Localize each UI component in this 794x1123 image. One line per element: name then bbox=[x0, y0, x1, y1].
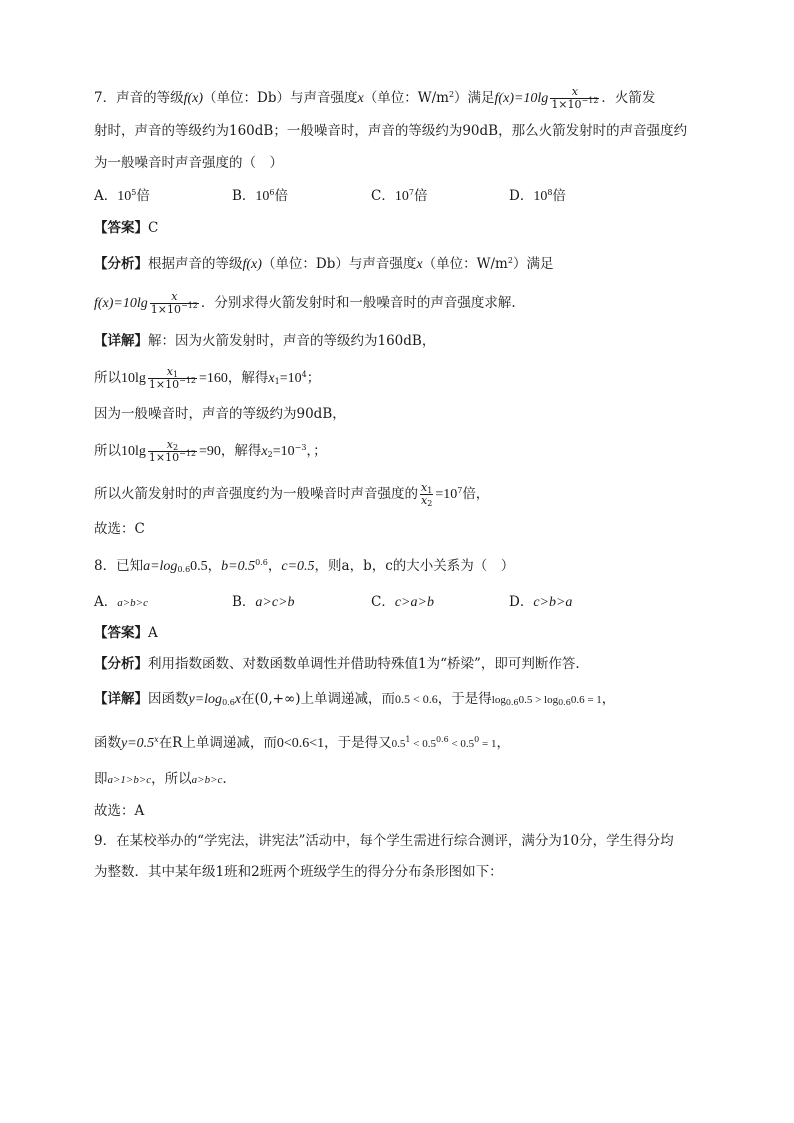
q7-analysis-line2: f(x)=10lg $\frac{x}{1\times 10^{-12}}$ ．分别求得火箭发射时和一般噪音时的声音强度求解. bbox=[94, 290, 516, 316]
q7-option-d: D．$10^8$倍 bbox=[509, 188, 566, 204]
fraction: $\frac{x}{1\times 10^{-12}}$ bbox=[551, 85, 599, 111]
q7-choose: 故选：C bbox=[94, 521, 145, 537]
q8-stem: 8．已知$a=\log_{0.6}0.5$，$b=0.5^{0.6}$，c=0.5，则a，b，c的大小关系为（ ） bbox=[94, 558, 515, 574]
q7-option-c: C．$10^7$倍 bbox=[371, 188, 428, 204]
q9-stem-line2: 为整数．其中某年级1班和2班两个班级学生的得分分布条形图如下： bbox=[94, 864, 503, 880]
q8-option-a: A．a>b>c bbox=[94, 594, 148, 610]
q8-option-c: C．c>a>b bbox=[371, 594, 434, 610]
q7-detail-line4: 所以10lg $\frac{x_2}{1\times 10^{-12}}$ =90，解得$x_2=10^{-3}$，； bbox=[94, 438, 327, 464]
fraction: $\frac{x_2}{1\times 10^{-12}}$ bbox=[148, 438, 196, 464]
fraction: $\frac{x}{1\times 10^{-12}}$ bbox=[150, 290, 198, 316]
q7-stem-line2: 射时，声音的等级约为160dB；一般噪音时，声音的等级约为90dB，那么火箭发射时的声音强度约 bbox=[94, 123, 688, 139]
q8-choose: 故选：A bbox=[94, 803, 145, 819]
q7-option-a: A．$10^5$倍 bbox=[94, 188, 150, 204]
fraction: $\frac{x_1}{x_2}$ bbox=[421, 481, 433, 508]
q8-detail-line2: 函数$y=0.5^x$在R上单调递减，而0<0.6<1，于是得又$0.5^1 < 0.5^{0.6} < 0.5^0 = 1$， bbox=[94, 735, 510, 751]
q8-option-b: B．a>c>b bbox=[232, 594, 295, 610]
q7-stem-line1: 7．声音的等级f(x)（单位：Db）与声音强度x（单位：$W/m^2$）满足f(x)=10lg $\frac{x}{1\times 10^{-12}}$ ．火箭发 bbox=[94, 85, 656, 111]
fraction: $\frac{x_1}{1\times 10^{-12}}$ bbox=[148, 365, 196, 391]
q9-stem-line1: 9．在某校举办的“学宪法，讲宪法”活动中，每个学生需进行综合测评，满分为10分，学生得分均 bbox=[94, 833, 674, 849]
q8-answer: 【答案】A bbox=[94, 625, 158, 641]
q7-option-b: B．$10^6$倍 bbox=[232, 188, 289, 204]
q8-detail-line3: 即a>1>b>c，所以a>b>c. bbox=[94, 771, 227, 787]
q7-answer: 【答案】C bbox=[94, 220, 159, 236]
question-number: 7． bbox=[94, 90, 117, 106]
q7-detail-line1: 【详解】解：因为火箭发射时，声音的等级约为160dB， bbox=[94, 333, 436, 349]
q8-analysis: 【分析】利用指数函数、对数函数单调性并借助特殊值1为“桥梁”，即可判断作答. bbox=[94, 656, 580, 672]
q7-detail-line2: 所以10lg $\frac{x_1}{1\times 10^{-12}}$ =160，解得$x_1=10^4$； bbox=[94, 365, 321, 391]
q8-option-d: D．c>b>a bbox=[509, 594, 573, 610]
q7-detail-line5: 所以火箭发射时的声音强度约为一般噪音时声音强度的 $\frac{x_1}{x_2}$ $=10^7$倍， bbox=[94, 481, 490, 508]
q8-detail-line1: 【详解】因函数$y=\log_{0.6}x$在(0,+∞)上单调递减，而0.5 < 0.6，于是得$\log_{0.6}0.5 > \log_{0.6}0.6 = 1$， bbox=[94, 691, 616, 707]
q7-stem-line3: 为一般噪音时声音强度的（ ） bbox=[94, 155, 283, 171]
q7-detail-line3: 因为一般噪音时，声音的等级约为90dB， bbox=[94, 406, 346, 422]
q7-analysis-line1: 【分析】根据声音的等级f(x)（单位：Db）与声音强度x（单位：$W/m^2$）满足 bbox=[94, 256, 554, 272]
